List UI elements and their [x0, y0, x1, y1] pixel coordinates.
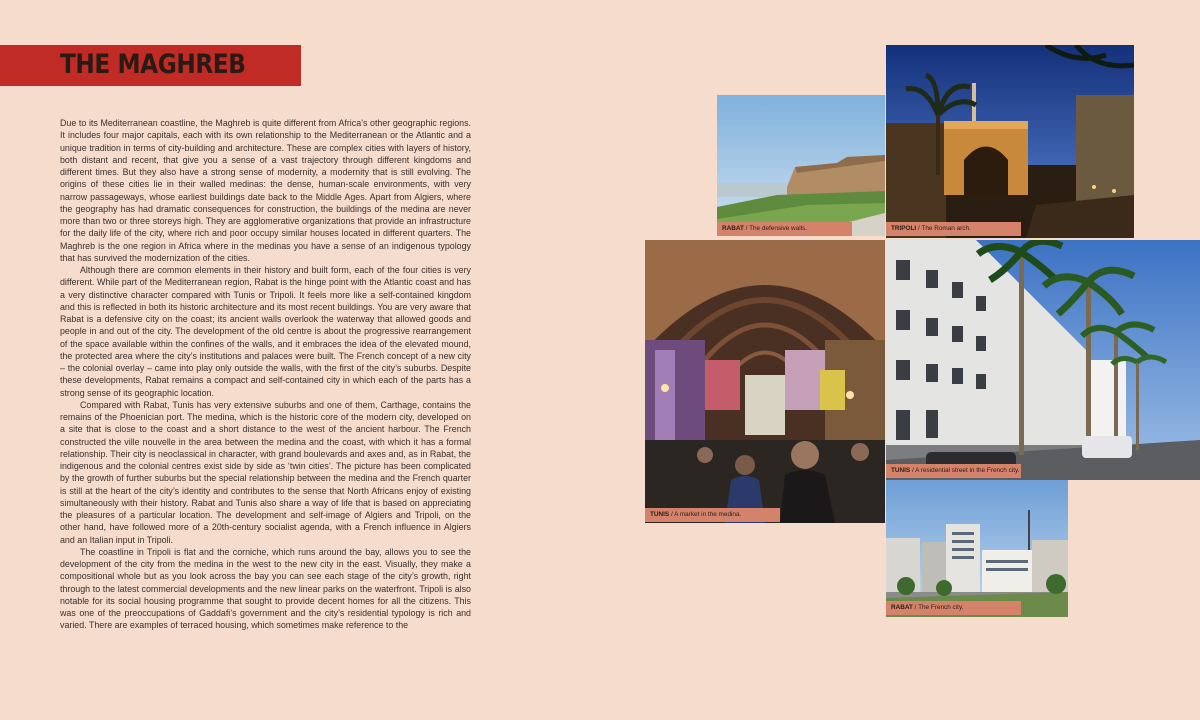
paragraph: Compared with Rabat, Tunis has very extensive suburbs and one of them, Carthage, contains the remains of the Phoenician port. The medina, which is the historic core of the modern city, developed on a site that is close to the coast and a short distance to the west of the ancient harbour. The French constructed the ville nouvelle in the area between the medina and the coast, with which it has a formal relationship. Their city is neoclassical in character, with grand boulevards and axes and, as in Rabat, the indigenous and the colonial centres exist side by side as ‘twin cities’. The picture has been complicated by the growth of further suburbs but the special relationship between the medina and the French quarter is still at the heart of the city’s identity and contributes to the sense that North Africans enjoy of existing simultaneously with their history. Rabat and Tunis also share a way of life that is based on appreciating the pleasures of a particular location. The development and self-image of Algiers and Tripoli, on the other hand, have followed more of a 20th-century socialist agenda, with a French influence in Algiers and an Italian input in Tripoli.: [60, 399, 471, 545]
photo-tunis-street: [886, 240, 1200, 480]
caption-text: / The Roman arch.: [916, 225, 971, 232]
caption-tunis-market: [645, 508, 780, 522]
caption-city: RABAT: [891, 604, 913, 611]
photo-tunis-market: [645, 240, 885, 523]
caption-rabat-french-city: [886, 601, 1021, 615]
caption-rabat-walls: [717, 222, 852, 236]
photo-rabat-french-city: [886, 480, 1068, 617]
paragraph: Although there are common elements in their history and built form, each of the four cities is very different. While part of the Mediterranean region, Rabat is the hinge point with the Atlantic coast and has a very distinctive character compared with Tunis or Tripoli. It feels more like a self-contained kingdom and this is reflected in both its historic architecture and its most recent buildings. You are very aware that Rabat is a defensive city on the coast; its ancient walls overlook the waterway that allowed goods and people in and out of the city. The development of the old centre is about the progressive rearrangement of the space available within the confines of the walls, and it embraces the idea of the elevated mound, the protected area where the city’s institutions and palaces were built. The French concept of a new city – the colonial overlay – came into play only outside the walls, with the first of the city’s suburbs. Despite these developments, Rabat remains a compact and self-contained city in which each of the parts has a strong sense of its geographic location.: [60, 265, 471, 398]
paragraph: Due to its Mediterranean coastline, the Maghreb is quite different from Africa’s other geographic regions. It includes four major capitals, each with its own relationship to the Mediterranean or the Atlantic and a unique tradition in terms of city-building and architecture. These are complex cities with layers of history, both distant and recent, that give you a sense of a vast trajectory through different kingdoms and different times. But they also have a strong sense of modernity, a modernity that is still evolving. The origins of these cities lie in their walled medinas: the dense, human-scale environments, with very narrow passageways, whose earliest buildings date back to the Middle Ages. Apart from Algiers, where the geography has had dramatic consequences for construction, the buildings of the medina are never more than two or three storeys high. They are agglomerative organizations that provide an infrastructure for the daily life of the city, where rich and poor occupy similar houses located in different quarters. The Maghreb is the one region in Africa where in the medinas you have a sense of an indigenous typology that has survived the modernization of the cities.: [60, 118, 471, 263]
caption-city: RABAT: [722, 225, 744, 232]
article-body: [60, 117, 471, 632]
caption-text: / A residential street in the French city.: [910, 467, 1020, 474]
caption-text: / The defensive walls.: [743, 225, 808, 232]
paragraph: The coastline in Tripoli is flat and the corniche, which runs around the bay, allows you to see the development of the city from the medina in the west to the new city in the east. Visually, they make a compositional whole but as you look across the bay you can see each stage of the city’s growth, right through to the latest commercial developments and the new linear parks on the waterfront. Tripoli is also notable for its social housing programme that sought to provide decent homes for all the citizens. This was one of the preoccupations of Gaddafi’s government and the city’s residential typology is rich and varied. There are examples of terraced housing, which sometimes make reference to the: [60, 546, 471, 631]
title-bar: [0, 45, 301, 86]
caption-city: TUNIS: [891, 467, 911, 474]
caption-city: TRIPOLI: [891, 225, 917, 232]
page-title: THE MAGHREB: [60, 49, 246, 80]
caption-tunis-street: [886, 464, 1021, 478]
caption-text: / A market in the medina.: [669, 511, 742, 518]
caption-city: TUNIS: [650, 511, 670, 518]
photo-rabat-walls: [717, 95, 885, 236]
photo-tripoli-arch: [886, 45, 1134, 238]
caption-text: / The French city.: [912, 604, 964, 611]
caption-tripoli-arch: [886, 222, 1021, 236]
